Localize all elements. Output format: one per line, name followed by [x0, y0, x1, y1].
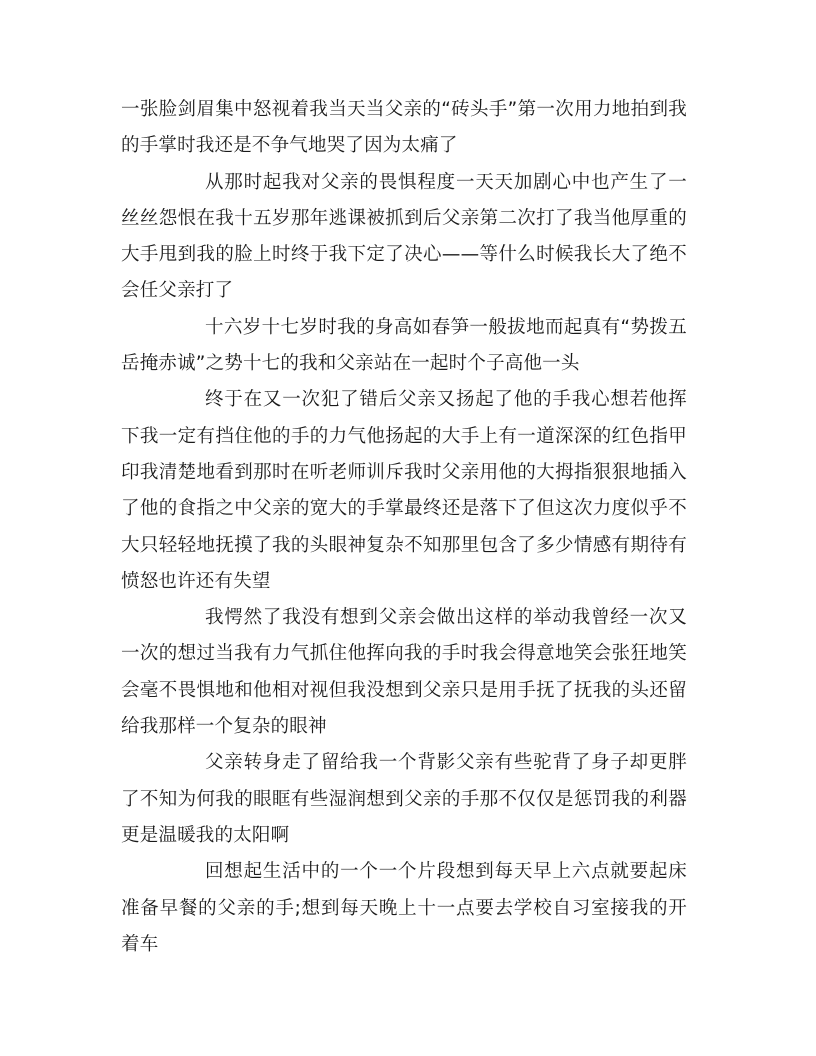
paragraph-2: 从那时起我对父亲的畏惧程度一天天加剧心中也产生了一丝丝怨恨在我十五岁那年逃课被抓到后父亲第二次打了我当他厚重的大手甩到我的脸上时终于我下定了决心——等什么时候我长大了绝不会任父亲打了 — [121, 171, 687, 302]
body-text — [121, 92, 687, 963]
paragraph-3: 十六岁十七岁时我的身高如春笋一般拔地而起真有“势拨五岳掩赤诚”之势十七的我和父亲站在一起时个子高他一头 — [121, 316, 687, 375]
paragraph-7: 回想起生活中的一个一个片段想到每天早上六点就要起床准备早餐的父亲的手;想到每天晚上十一点要去学校自习室接我的开着车 — [121, 861, 687, 955]
paragraph-5: 我愕然了我没有想到父亲会做出这样的举动我曾经一次又一次的想过当我有力气抓住他挥向我的手时我会得意地笑会张狂地笑会毫不畏惧地和他相对视但我没想到父亲只是用手抚了抚我的头还留给我那样一个复杂的眼神 — [121, 607, 687, 738]
paragraph-6: 父亲转身走了留给我一个背影父亲有些驼背了身子却更胖了不知为何我的眼眶有些湿润想到父亲的手那不仅仅是惩罚我的利器更是温暖我的太阳啊 — [121, 752, 687, 846]
paragraph-4: 终于在又一次犯了错后父亲又扬起了他的手我心想若他挥下我一定有挡住他的手的力气他扬起的大手上有一道深深的红色指甲印我清楚地看到那时在听老师训斥我时父亲用他的大拇指狠狠地插入了他的食指之中父亲的宽大的手掌最终还是落下了但这次力度似乎不大只轻轻地抚摸了我的头眼神复杂不知那里包含了多少情感有期待有愤怒也许还有失望 — [121, 389, 687, 592]
paragraph-1: 一张脸剑眉集中怒视着我当天当父亲的“砖头手”第一次用力地拍到我的手掌时我还是不争气地哭了因为太痛了 — [121, 99, 687, 157]
